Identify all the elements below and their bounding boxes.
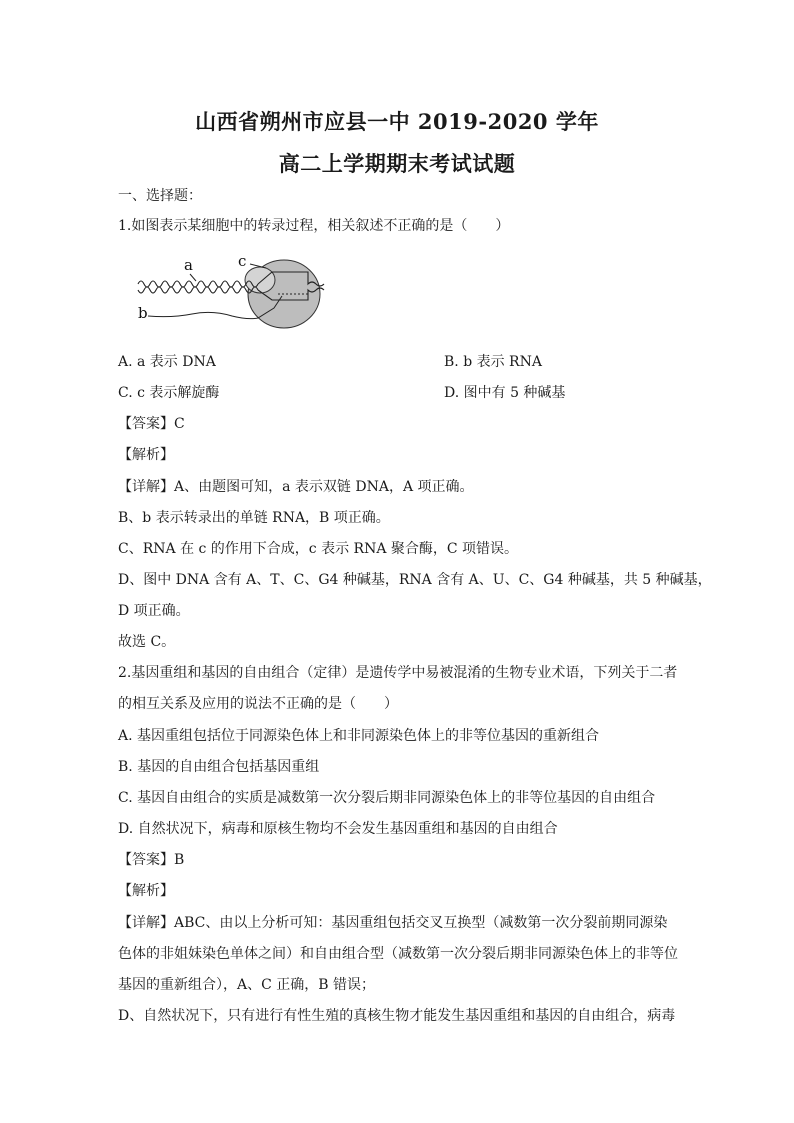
q2-detail-line: 【详解】ABC、由以上分析可知：基因重组包括交叉互换型（减数第一次分裂前期同源染 <box>118 915 668 931</box>
q2-answer: 【答案】B <box>118 852 185 868</box>
q2-detail-line: D、自然状况下，只有进行有性生殖的真核生物才能发生基因重组和基因的自由组合，病毒 <box>118 1008 676 1024</box>
q1-option-b: B. b 表示 RNA <box>444 354 542 370</box>
question-1-stem: 1.如图表示某细胞中的转录过程，相关叙述不正确的是（ ） <box>118 218 510 234</box>
q2-option-b: B. 基因的自由组合包括基因重组 <box>118 759 320 775</box>
transcription-diagram <box>132 250 332 336</box>
q1-detail-line: D、图中 DNA 含有 A、T、C、G4 种碱基，RNA 含有 A、U、C、G4 种碱基，共 5 种碱基， <box>118 572 712 588</box>
q1-option-d: D. 图中有 5 种碱基 <box>444 385 566 401</box>
dna-strand-1 <box>138 281 258 287</box>
q1-analysis-label: 【解析】 <box>118 447 174 463</box>
section-heading: 一、选择题： <box>118 188 202 204</box>
label-b: b <box>138 304 148 322</box>
title-line-1: 山西省朔州市应县一中 2019-2020 学年 <box>195 109 599 134</box>
q2-detail-line: 色体的非姐妹染色单体之间）和自由组合型（减数第一次分裂后期非同源染色体上的非等位 <box>118 946 678 962</box>
label-a-leader <box>190 274 196 281</box>
q1-detail-line: B、b 表示转录出的单链 RNA，B 项正确。 <box>118 510 390 526</box>
q2-analysis-label: 【解析】 <box>118 883 174 899</box>
q1-detail-line: 【详解】A、由题图可知，a 表示双链 DNA，A 项正确。 <box>118 479 474 495</box>
q1-option-c: C. c 表示解旋酶 <box>118 385 220 401</box>
q1-detail-line: D 项正确。 <box>118 603 190 619</box>
q1-detail-line: C、RNA 在 c 的作用下合成，c 表示 RNA 聚合酶，C 项错误。 <box>118 541 519 557</box>
q2-option-c: C. 基因自由组合的实质是减数第一次分裂后期非同源染色体上的非等位基因的自由组合 <box>118 790 656 806</box>
q1-option-a: A. a 表示 DNA <box>118 354 216 370</box>
title-line-2: 高二上学期期末考试试题 <box>278 151 516 176</box>
question-2-stem-line-1: 2.基因重组和基因的自由组合（定律）是遗传学中易被混淆的生物专业术语，下列关于二者 <box>118 665 678 681</box>
q2-detail-line: 基因的重新组合），A、C 正确，B 错误； <box>118 977 376 993</box>
question-2-stem-line-2: 的相互关系及应用的说法不正确的是（ ） <box>118 696 398 712</box>
dna-strand-2 <box>138 287 258 293</box>
q1-detail-line: 故选 C。 <box>118 634 176 650</box>
label-c: c <box>238 252 247 270</box>
q1-answer: 【答案】C <box>118 416 185 432</box>
q2-option-a: A. 基因重组包括位于同源染色体上和非同源染色体上的非等位基因的重新组合 <box>118 728 600 744</box>
enzyme-bulge-shape <box>245 267 275 293</box>
label-a: a <box>184 256 193 274</box>
q2-option-d: D. 自然状况下，病毒和原核生物均不会发生基因重组和基因的自由组合 <box>118 821 558 837</box>
